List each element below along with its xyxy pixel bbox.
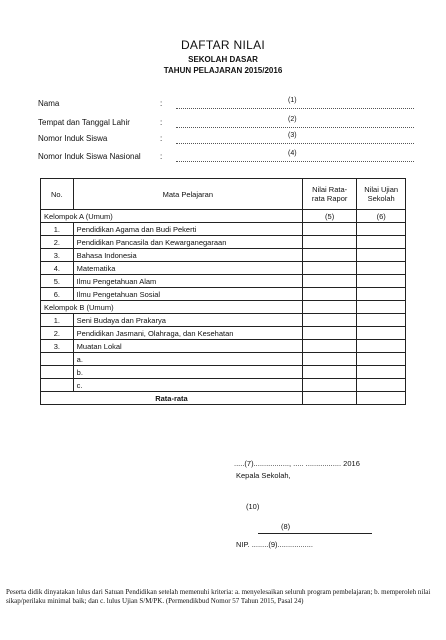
exam-cell [357,340,406,353]
exam-cell [357,223,406,236]
report-cell [302,379,356,392]
row-no: 5. [41,275,74,288]
row-no [41,353,74,366]
subject-name: Bahasa Indonesia [73,249,302,262]
field-nisn [38,152,418,164]
exam-cell [357,314,406,327]
report-cell [302,249,356,262]
exam-cell [357,392,406,405]
row-no: 1. [41,314,74,327]
subject-name: Ilmu Pengetahuan Sosial [73,288,302,301]
signature-line [258,533,372,534]
row-no: 1. [41,223,74,236]
field-label: Nomor Induk Siswa [38,134,108,143]
principal-role: Kepala Sekolah, [236,471,291,480]
academic-year: TAHUN PELAJARAN 2015/2016 [163,66,283,75]
field-number: (3) [288,132,297,139]
nip-field: NIP. ........(9)................. [236,540,313,549]
row-no: 4. [41,262,74,275]
field-number: (1) [288,97,297,104]
subject-name: Pendidikan Agama dan Budi Pekerti [73,223,302,236]
field-birth [38,118,418,130]
report-cell [302,236,356,249]
field-label: Nomor Induk Siswa Nasional [38,152,141,161]
exam-cell [357,366,406,379]
field-label: Nama [38,99,60,108]
row-no [41,366,74,379]
table-row [41,379,406,392]
average-row [41,392,406,405]
footnote: Peserta didik dinyatakan lulus dari Satuan Pendidikan setelah memenuhi kriteria: a. menyelesaikan seluruh program pembelajaran; b. memperoleh nilai sikap/perilaku minimal baik; dan c. lulus Ujian S/M/PK. (Permendikbud Nomor 57 Tahun 2015, Pasal 24) [6,588,431,605]
table-row [41,249,406,262]
exam-number: (6) [357,210,406,223]
field-colon: : [160,99,163,108]
grades-table [40,178,406,405]
group-a-label: Kelompok A (Umum) [41,210,303,223]
exam-cell [357,249,406,262]
table-row [41,288,406,301]
fill-line [176,161,414,162]
row-no [41,379,74,392]
subject-name: Seni Budaya dan Prakarya [73,314,302,327]
subject-name: Muatan Lokal [73,340,302,353]
field-number: (4) [288,150,297,157]
exam-cell [357,327,406,340]
exam-cell [357,288,406,301]
group-b-label: Kelompok B (Umum) [41,301,303,314]
report-cell [302,366,356,379]
table-row [41,236,406,249]
report-cell [302,262,356,275]
subject-name: Matematika [73,262,302,275]
report-cell [302,353,356,366]
row-no: 3. [41,340,74,353]
header-subject: Mata Pelajaran [73,179,302,210]
report-cell [302,288,356,301]
exam-cell [357,379,406,392]
report-cell [302,392,356,405]
report-number: (5) [302,210,356,223]
exam-cell [357,275,406,288]
place-date: .....(7)................., ..... ................. 2016 [234,459,360,468]
field-colon: : [160,134,163,143]
document-title: DAFTAR NILAI [180,38,266,52]
table-row [41,340,406,353]
name-number: (8) [281,522,291,531]
row-no: 3. [41,249,74,262]
table-row [41,262,406,275]
table-header-row [41,179,406,210]
local-subject: c. [73,379,302,392]
field-colon: : [160,152,163,161]
local-subject: b. [73,366,302,379]
school-level: SEKOLAH DASAR [188,55,258,64]
subject-name: Pendidikan Jasmani, Olahraga, dan Kesehatan [73,327,302,340]
row-no: 2. [41,327,74,340]
report-cell [302,223,356,236]
report-cell [302,275,356,288]
report-cell [302,327,356,340]
report-cell [302,314,356,327]
row-no: 2. [41,236,74,249]
header-exam: Nilai Ujian Sekolah [357,179,406,210]
field-number: (2) [288,116,297,123]
table-row [41,327,406,340]
subject-name: Ilmu Pengetahuan Alam [73,275,302,288]
group-row [41,210,406,223]
table-row [41,275,406,288]
field-colon: : [160,118,163,127]
stamp-number: (10) [246,502,260,511]
header-no: No. [41,179,74,210]
table-row [41,223,406,236]
table-row [41,366,406,379]
fill-line [176,143,414,144]
exam-cell [357,301,406,314]
table-row [41,353,406,366]
field-name [38,99,418,111]
fill-line [176,108,414,109]
exam-cell [357,236,406,249]
group-row [41,301,406,314]
subject-name: Pendidikan Pancasila dan Kewarganegaraan [73,236,302,249]
average-label: Rata-rata [41,392,303,405]
header-report: Nilai Rata-rata Rapor [302,179,356,210]
table-row [41,314,406,327]
local-subject: a. [73,353,302,366]
row-no: 6. [41,288,74,301]
field-label: Tempat dan Tanggal Lahir [38,118,130,127]
fill-line [176,127,414,128]
report-cell [302,301,356,314]
report-cell [302,340,356,353]
exam-cell [357,262,406,275]
exam-cell [357,353,406,366]
field-nis [38,134,418,146]
